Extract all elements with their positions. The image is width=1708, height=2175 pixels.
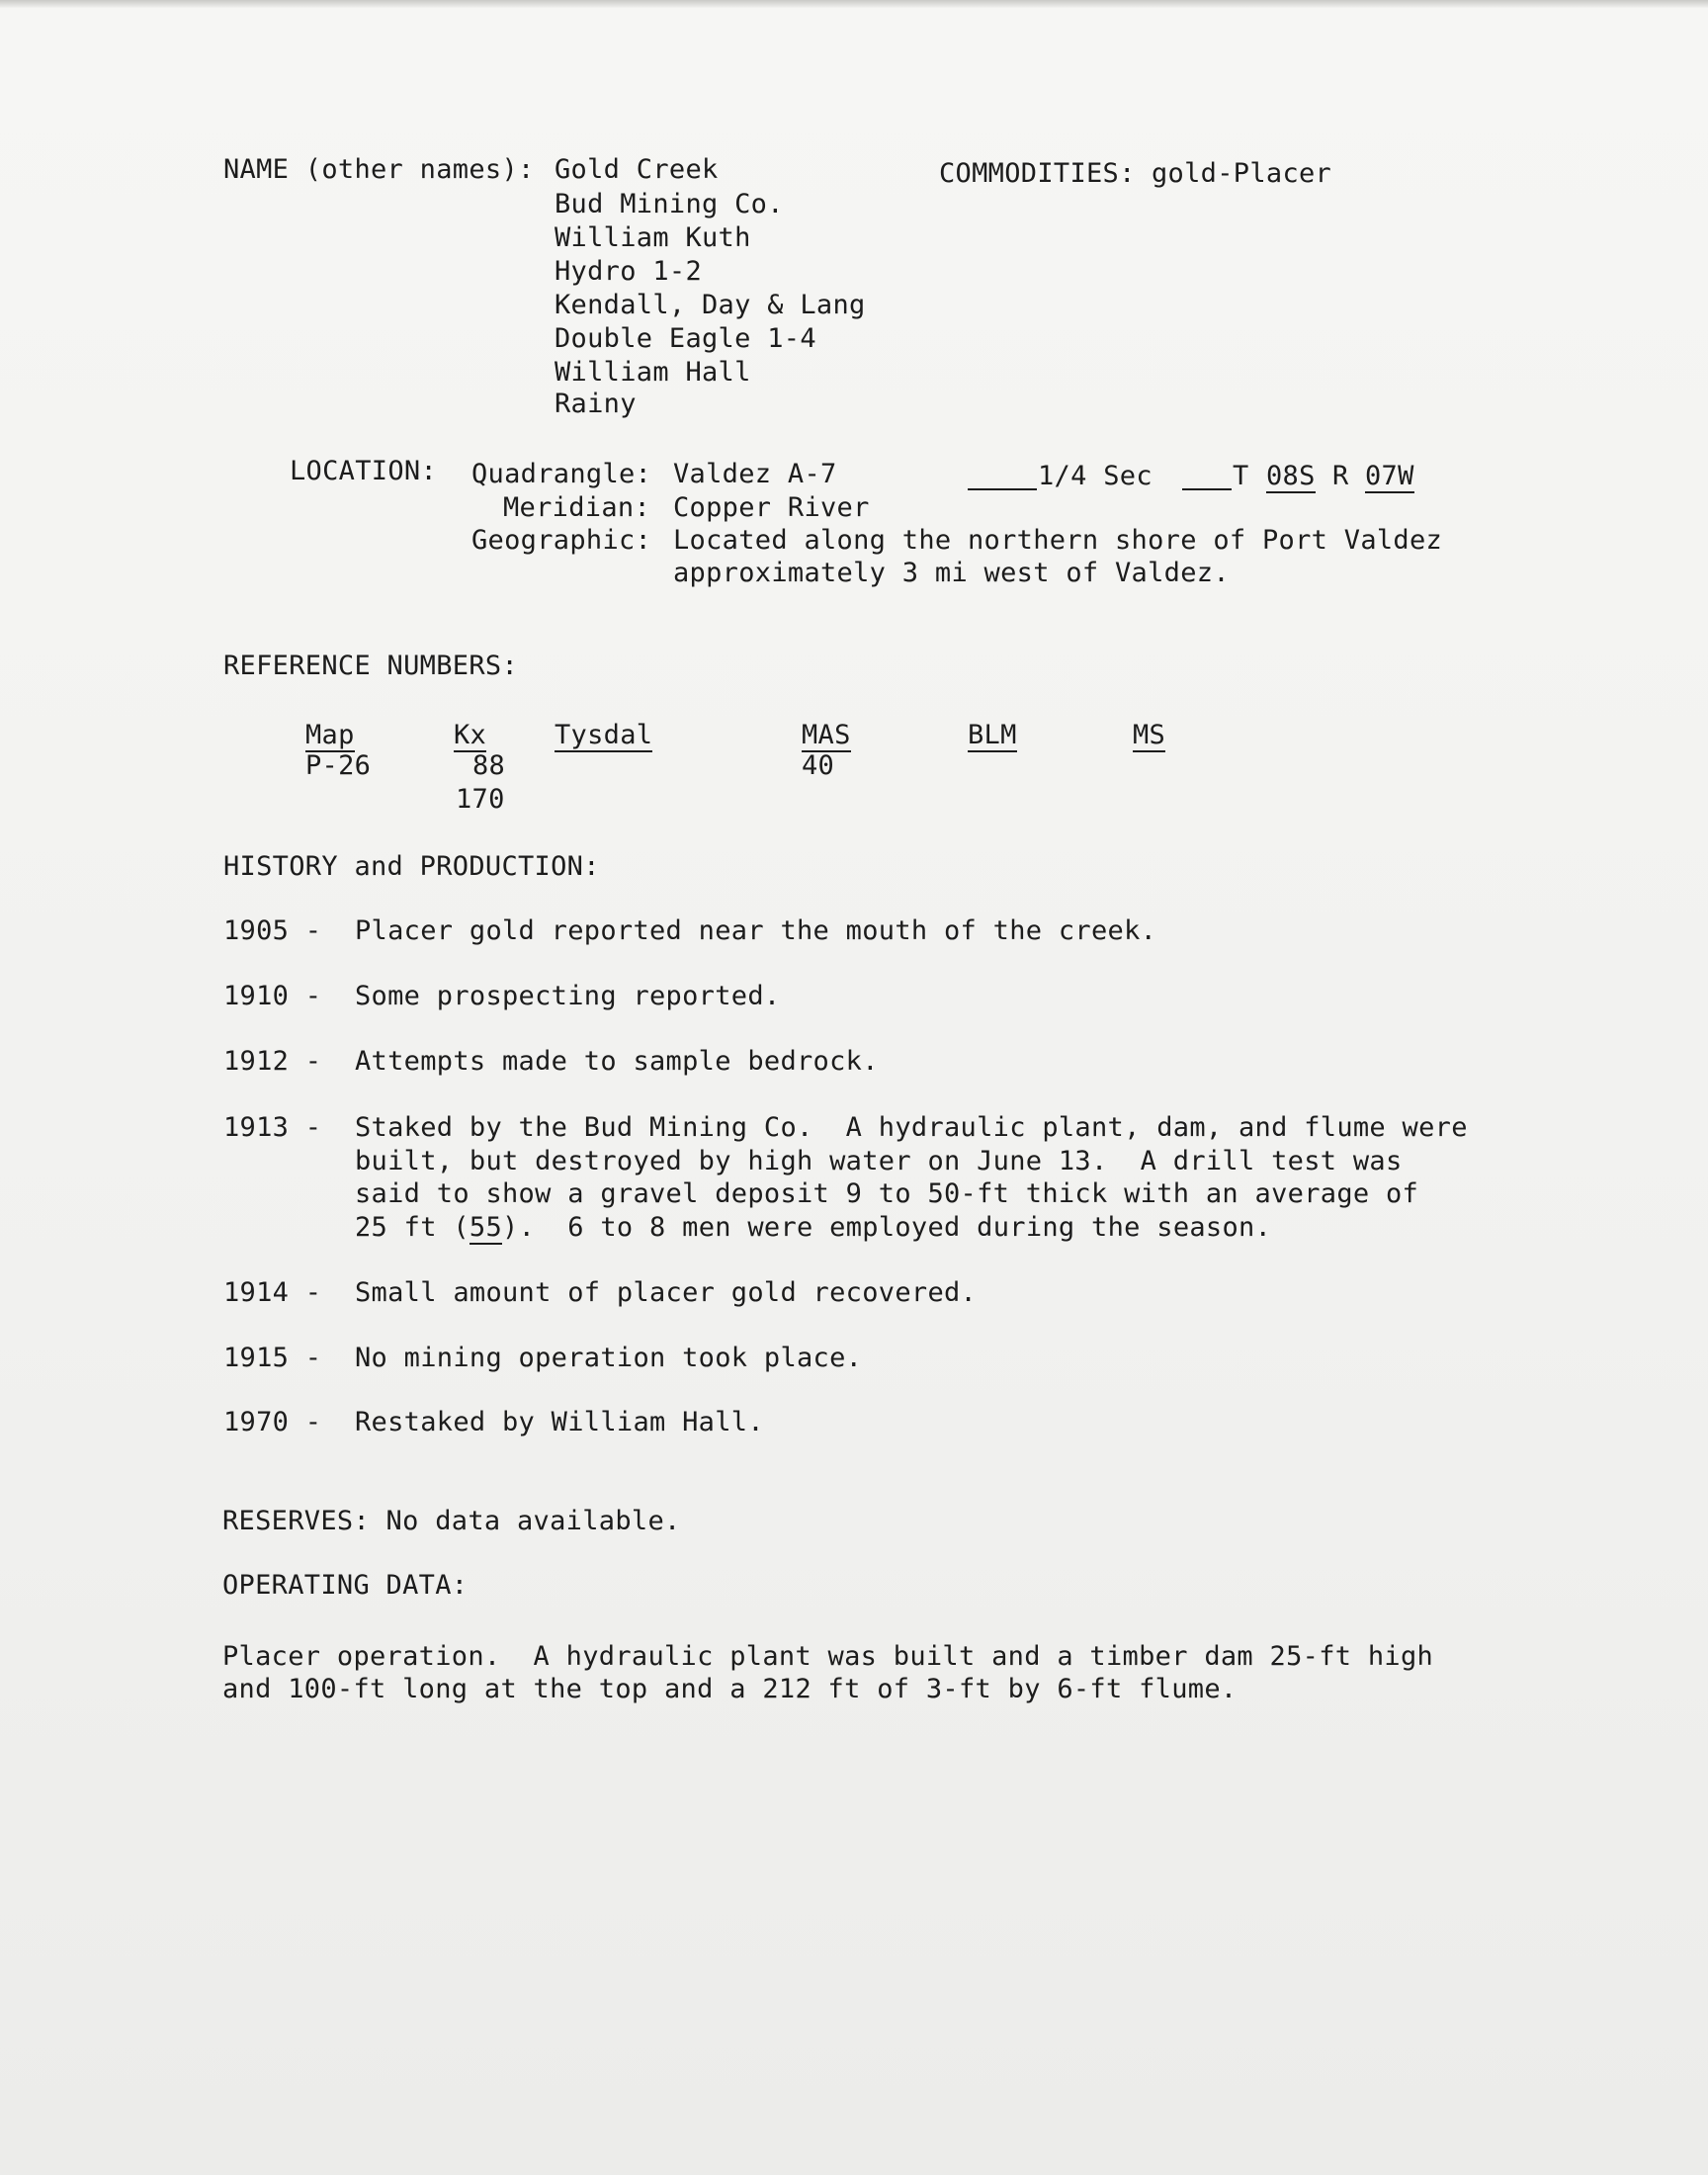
meridian-value: Copper River <box>673 492 870 523</box>
reserves-line: RESERVES: No data available. <box>222 1506 681 1536</box>
section-blank <box>1182 461 1232 490</box>
quarter-sec-label: 1/4 Sec <box>1038 461 1153 491</box>
history-heading: HISTORY and PRODUCTION: <box>223 851 600 882</box>
history-year: 1915 - <box>223 1343 322 1373</box>
ref-kx-value: 170 <box>456 784 505 815</box>
history-year: 1913 - <box>223 1112 322 1143</box>
other-name: Double Eagle 1-4 <box>555 323 816 354</box>
range-value <box>1365 460 1414 493</box>
history-text: ). <box>502 1212 536 1243</box>
history-year: 1914 - <box>223 1277 322 1308</box>
history-text: built, but destroyed by high water on June 13. A drill test was <box>355 1146 1403 1176</box>
history-year: 1912 - <box>223 1046 322 1077</box>
history-text: Placer gold reported near the mouth of the creek. <box>355 915 1157 946</box>
quadrangle-label: Quadrangle: <box>471 459 652 489</box>
ref-header-text: Kx <box>454 720 487 750</box>
ref-mas-value: 40 <box>802 750 835 781</box>
history-text: Restaked by William Hall. <box>355 1407 764 1437</box>
ref-header-tysdal <box>555 719 652 752</box>
other-name: Gold Creek <box>555 154 719 185</box>
geographic-line: Located along the northern shore of Port Valdez <box>673 525 1443 556</box>
commodities-label: COMMODITIES: <box>939 158 1136 189</box>
other-name: Bud Mining Co. <box>555 189 784 219</box>
history-text: said to show a gravel deposit 9 to 50-ft thick with an average of <box>355 1178 1419 1209</box>
ref-kx-value: 88 <box>472 750 506 781</box>
ref-header-kx <box>454 719 486 752</box>
range-label: R <box>1332 461 1349 491</box>
history-text: Some prospecting reported. <box>355 981 781 1011</box>
range-value-text: 07W <box>1365 461 1414 491</box>
reference-heading: REFERENCE NUMBERS: <box>223 651 518 681</box>
history-year: 1905 - <box>223 915 322 946</box>
other-name: Kendall, Day & Lang <box>555 290 866 320</box>
history-text: Staked by the Bud Mining Co. A hydraulic plant, dam, and flume were <box>355 1112 1468 1143</box>
ref-header-ms <box>1133 719 1165 752</box>
other-name: William Hall <box>555 357 751 388</box>
other-name: Rainy <box>555 389 637 419</box>
citation-ref: 55 <box>469 1212 503 1243</box>
ref-header-text: BLM <box>968 720 1017 750</box>
commodities-value: gold-Placer <box>1152 158 1332 189</box>
ref-header-mas <box>802 719 851 752</box>
meridian-label: Meridian: <box>503 492 650 523</box>
history-year: 1970 - <box>223 1407 322 1437</box>
quarter-blank <box>968 461 1037 490</box>
history-text-with-citation <box>355 1211 1271 1245</box>
ref-header-text: Map <box>305 720 355 750</box>
ref-header-text: MS <box>1133 720 1166 750</box>
history-text: 6 to 8 men were employed during the season. <box>567 1212 1272 1243</box>
operating-text: Placer operation. A hydraulic plant was built and a timber dam 25-ft high <box>222 1641 1434 1672</box>
ref-map-value: P-26 <box>305 750 372 781</box>
geographic-label: Geographic: <box>471 525 652 556</box>
history-text: Small amount of placer gold recovered. <box>355 1277 978 1308</box>
location-label: LOCATION: <box>290 456 437 486</box>
operating-heading: OPERATING DATA: <box>222 1570 469 1601</box>
history-text: Attempts made to sample bedrock. <box>355 1046 879 1077</box>
township-value-text: 08S <box>1266 461 1316 491</box>
geographic-line: approximately 3 mi west of Valdez. <box>673 558 1230 588</box>
other-name: Hydro 1-2 <box>555 256 702 287</box>
history-year: 1910 - <box>223 981 322 1011</box>
ref-header-map <box>305 719 355 752</box>
township-label: T <box>1233 461 1249 491</box>
history-text: No mining operation took place. <box>355 1343 863 1373</box>
other-name: William Kuth <box>555 222 751 253</box>
quadrangle-value: Valdez A-7 <box>673 459 837 489</box>
township-value <box>1266 460 1316 493</box>
ref-header-blm <box>968 719 1017 752</box>
operating-text: and 100-ft long at the top and a 212 ft of 3-ft by 6-ft flume. <box>222 1674 1238 1704</box>
name-label: NAME (other names): <box>223 154 535 185</box>
ref-header-text: MAS <box>802 720 851 750</box>
history-text: 25 ft ( <box>355 1212 470 1243</box>
page-top-edge <box>0 0 1708 8</box>
ref-header-text: Tysdal <box>555 720 653 750</box>
